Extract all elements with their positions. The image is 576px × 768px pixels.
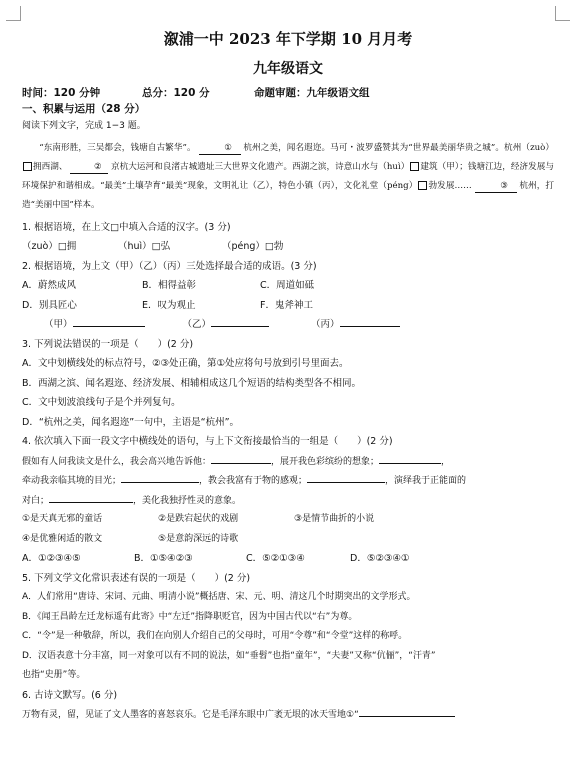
q4-text: ， xyxy=(441,456,451,467)
q3-stem: 3. 下列说法错误的一项是（ ）(2 分) xyxy=(22,338,194,350)
q6-fill-blank[interactable] xyxy=(359,705,455,717)
q3-option: B．西湖之滨、闻名遐迩、经济发展、相辅相成这几个短语的结构类型各不相同。 xyxy=(22,377,362,389)
q4-text-line-1 xyxy=(22,452,554,472)
q1-item: （zuò）□拥 xyxy=(22,241,77,252)
passage-text-1: “东南形胜，三吴都会，钱塘自古繁华”。 xyxy=(39,142,196,153)
q2-option: F．鬼斧神工 xyxy=(260,299,313,311)
q4-fill-blank[interactable] xyxy=(121,471,199,483)
q1-item: （péng）□勃 xyxy=(222,241,284,252)
q2-option: A．蔚然成风 xyxy=(22,280,76,291)
passage-blank-1: ① xyxy=(199,143,241,155)
q2-answer-line[interactable] xyxy=(211,315,269,327)
q6-text-line xyxy=(22,705,554,725)
q4-text: ，展开我色彩缤纷的想象； xyxy=(271,456,380,467)
q2-option: B．相得益彰 xyxy=(142,280,197,291)
page-corner-mark-right xyxy=(555,6,570,21)
q4-item: ①是天真无邪的童话 xyxy=(22,514,103,524)
q2-answer-blanks xyxy=(22,315,554,335)
exam-time: 时间：120 分钟 xyxy=(22,87,101,99)
passage-box-1 xyxy=(23,162,32,171)
exam-total: 总分：120 分 xyxy=(142,87,210,99)
exam-title: 溆浦一中 2023 年下学期 10 月月考 xyxy=(163,30,413,48)
q4-items-row-2 xyxy=(22,530,554,550)
q1-items xyxy=(22,237,554,257)
q3-option: C．文中划波浪线句子是个并列复句。 xyxy=(22,397,181,408)
q5-stem: 5. 下列文学文化常识表述有误的一项是（ ）(2 分) xyxy=(22,572,251,584)
q4-items-row-1 xyxy=(22,510,554,530)
reading-passage xyxy=(22,139,554,215)
q5-option: B．《闻王昌龄左迁龙标遥有此寄》中“左迁”指降职贬官，因为中国古代以“右”为尊。 xyxy=(22,611,358,622)
q4-text: 牵动我亲临其境的目光； xyxy=(22,476,122,486)
q4-answer: B．①⑤④②③ xyxy=(134,553,193,564)
section-heading: 一、积累与运用（28 分） xyxy=(22,103,146,115)
passage-text-5: 建筑（甲）；钱塘江边，经济发展与环境保护和谐相成。“最美”土壤孕育“最美”现象，文明礼让（乙），特色小镇（丙），文化礼堂（péng） xyxy=(22,161,555,191)
passage-text-6: 勃发展…… xyxy=(428,180,472,191)
q2-answer-line[interactable] xyxy=(340,315,400,327)
passage-text-4: 京杭大运河和良渚古城遗址三大世界文化遗产。西湖之滨，诗意山水与（huì） xyxy=(111,161,410,172)
q6-stem: 6. 古诗文默写。(6 分) xyxy=(22,689,118,701)
q5-option: A．人们常用“唐诗、宋词、元曲、明清小说”概括唐、宋、元、明、清这几个时期突出的文学形式。 xyxy=(22,592,416,602)
q4-fill-blank[interactable] xyxy=(211,452,271,464)
passage-blank-2: ② xyxy=(70,162,108,174)
exam-meta xyxy=(22,85,554,101)
q4-fill-blank[interactable] xyxy=(379,452,441,464)
q4-item: ④是优雅闲适的散文 xyxy=(22,533,103,544)
q4-item: ②是跌宕起伏的戏剧 xyxy=(158,514,239,524)
passage-box-2 xyxy=(410,162,419,171)
exam-author: 命题审题：九年级语文组 xyxy=(254,87,370,99)
q2-options-row-2 xyxy=(22,296,554,316)
q4-answer: C．⑤②①③④ xyxy=(246,553,305,564)
exam-subtitle: 九年级语文 xyxy=(253,61,323,77)
q4-text-line-2 xyxy=(22,471,554,491)
exam-page xyxy=(22,28,554,725)
q2-blank-label: （丙） xyxy=(311,319,340,330)
q2-option: E．叹为观止 xyxy=(142,299,196,311)
q2-options-row-1 xyxy=(22,276,554,296)
q3-option: A．文中划横线处的标点符号，②③处正确，第①处应将句号放到引号里面去。 xyxy=(22,358,349,369)
q5-option-continued: 也指“史册”等。 xyxy=(22,670,86,680)
q4-fill-blank[interactable] xyxy=(307,471,385,483)
q2-blank-label: （乙） xyxy=(182,319,212,330)
q2-stem: 2. 根据语境，为上文（甲）（乙）（丙）三处选择最合适的成语。(3 分) xyxy=(22,260,317,272)
q4-text: 假如有人问我读文是什么，我会高兴地告诉他： xyxy=(22,456,212,467)
q1-item: （huì）□弘 xyxy=(118,241,171,252)
q4-stem: 4. 依次填入下面一段文字中横线处的语句，与上下文衔接最恰当的一组是（ ）(2 分) xyxy=(22,436,393,447)
q2-option: D．别具匠心 xyxy=(22,299,77,311)
q2-blank-label: （甲） xyxy=(44,319,73,330)
q6-text: 万物有灵，留，见证了文人墨客的喜怒哀乐。它是毛泽东眼中广袤无垠的冰天雪地①“ xyxy=(22,710,359,720)
q3-option: D．“杭州之美，闻名遐迩”一句中，主语是“杭州”。 xyxy=(22,416,240,428)
q4-text: ，教会我富有于物的感观； xyxy=(199,476,308,486)
q5-option: D．汉语表意十分丰富，同一对象可以有不同的说法，如“垂髫”也指“童年”，“夫妻”又称“伉俪”，“汗青” xyxy=(22,650,436,661)
q4-text: ，演绎我于正能面的 xyxy=(385,476,467,486)
q4-answer: A．①②③④⑤ xyxy=(22,553,81,564)
passage-blank-3: ③ xyxy=(475,181,517,193)
passage-text-7: 杭州，打造“美丽中国”样本。 xyxy=(22,180,554,210)
passage-text-2: 杭州之美，闻名遐迩。马可・波罗盛赞其为“世界最美丽华贵之城”。杭州（zuò） xyxy=(243,142,555,153)
q4-text: ，美化我独抒性灵的意象。 xyxy=(133,495,242,506)
q4-text: 对白； xyxy=(22,495,50,506)
q2-option: C．周道如砥 xyxy=(260,280,315,291)
q4-answer: D．⑤②③④① xyxy=(350,553,410,564)
q1-stem: 1. 根据语境，在上文□中填入合适的汉字。(3 分) xyxy=(22,221,231,233)
section-intro: 阅读下列文字，完成 1−3 题。 xyxy=(22,121,146,131)
passage-text-3: 拥西湖、 xyxy=(33,161,68,172)
q5-option: C．“令”是一种敬辞，所以，我们在向别人介绍自己的父母时，可用“令尊”和“令堂”这样的称呼。 xyxy=(22,631,408,641)
passage-box-3 xyxy=(418,181,427,190)
page-corner-mark-left xyxy=(6,6,21,21)
q4-answers xyxy=(22,549,554,569)
q4-fill-blank[interactable] xyxy=(49,491,133,503)
q4-text-line-3 xyxy=(22,491,554,511)
q2-answer-line[interactable] xyxy=(73,315,145,327)
q4-item: ⑤是意韵深远的诗歌 xyxy=(158,533,239,544)
q4-item: ③是情节曲折的小说 xyxy=(294,514,375,524)
